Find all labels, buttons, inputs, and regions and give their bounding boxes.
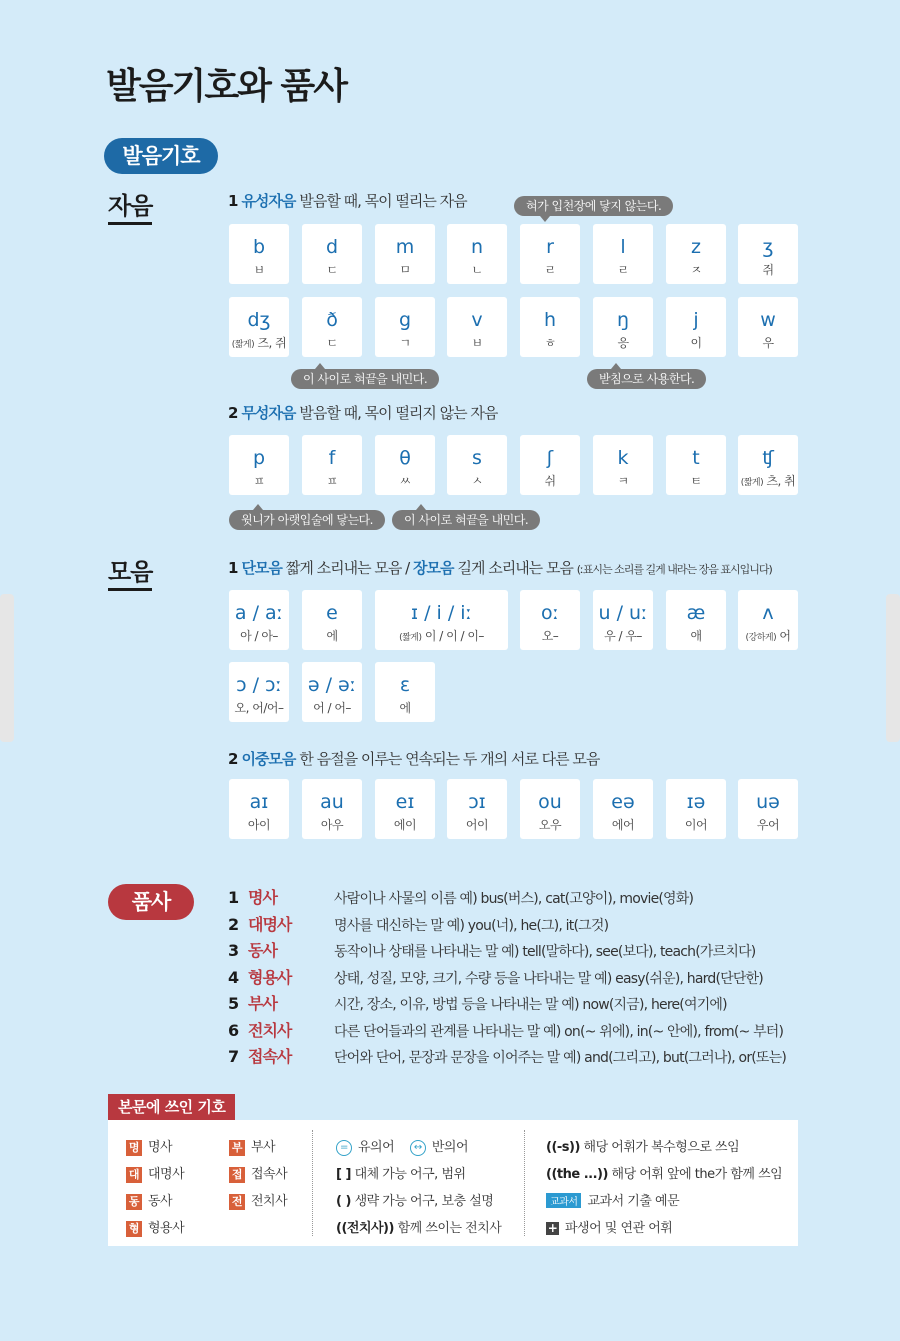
symbol-card	[520, 435, 580, 495]
symbol-card	[447, 224, 507, 284]
korean-sound	[229, 816, 289, 833]
phonetic-symbol: g	[398, 309, 412, 331]
symbol-card	[447, 779, 507, 839]
pos-badge: 대	[126, 1167, 142, 1183]
korean-sound	[593, 627, 653, 644]
korean-sound	[375, 261, 435, 278]
pos-name: 부사	[248, 994, 277, 1013]
korean-sound	[302, 334, 362, 351]
korean-sound	[229, 334, 289, 351]
voiceless-num: 2	[228, 404, 238, 422]
phonetic-symbol: ɪə	[686, 791, 706, 813]
korean-sound	[738, 472, 798, 489]
phonetic-symbol: a / aː	[234, 602, 284, 624]
symbol-card	[593, 297, 653, 357]
symbol-card	[666, 435, 726, 495]
phonetic-symbol: ð	[326, 309, 338, 331]
pos-name: 접속사	[248, 1047, 292, 1066]
symbol-card	[302, 662, 362, 722]
symbol-card	[375, 435, 435, 495]
korean-sound	[738, 261, 798, 278]
pos-item	[228, 991, 727, 1017]
pos-badge-label: 전치사	[251, 1194, 288, 1209]
pos-number: 3	[228, 941, 240, 960]
long-note: (ː표시는 소리를 길게 내라는 장음 표시입니다)	[576, 563, 772, 576]
symbol-card	[229, 435, 289, 495]
double-vowel-heading	[228, 748, 599, 769]
pos-pill: 품사	[108, 884, 194, 920]
korean-sound	[302, 627, 362, 644]
korean-sound-text: 에	[326, 629, 338, 643]
phonetic-symbol: ʧ	[762, 447, 774, 469]
pos-number: 5	[228, 994, 240, 1013]
phonetic-symbol: θ	[399, 447, 411, 469]
symbol-card	[375, 224, 435, 284]
consonant-heading: 자음	[108, 186, 152, 225]
korean-sound-text: 아우	[320, 818, 344, 832]
korean-sound	[520, 334, 580, 351]
synonym-label: 유의어	[358, 1140, 395, 1155]
phonetic-symbol: n	[470, 236, 484, 258]
korean-sound	[302, 699, 362, 716]
korean-sound	[229, 261, 289, 278]
korean-sound-text: ㄹ	[544, 263, 556, 277]
pos-item	[228, 965, 763, 991]
korean-sound-text: 이 / 이 / 이–	[424, 629, 484, 643]
symbol-card	[520, 224, 580, 284]
korean-sound	[666, 472, 726, 489]
textbook-label: 교과서 기출 예문	[587, 1194, 680, 1209]
voiced-keyword: 유성자음	[241, 192, 296, 210]
legend-derivative	[546, 1217, 672, 1236]
korean-sound	[520, 261, 580, 278]
korean-sound-text: ㄱ	[399, 336, 411, 350]
pos-badge-label: 부사	[251, 1140, 276, 1155]
phonetic-symbol: h	[543, 309, 557, 331]
pos-name: 전치사	[248, 1020, 292, 1040]
symbol-card	[302, 590, 362, 650]
symbol-card	[593, 779, 653, 839]
legend-prep	[336, 1217, 501, 1236]
korean-sound	[229, 699, 289, 716]
long-desc: 길게 소리내는 모음	[457, 559, 573, 577]
korean-sound	[593, 816, 653, 833]
korean-sound	[302, 472, 362, 489]
pos-description: 동작이나 상태를 나타내는 말 예) tell(말하다), see(보다), teach(가르치다)	[334, 944, 756, 960]
symbol-card	[302, 779, 362, 839]
korean-sound-text: ㄴ	[471, 263, 483, 277]
pos-name: 명사	[248, 888, 277, 907]
symbol-card	[738, 590, 798, 650]
legend-pos-item	[126, 1163, 184, 1183]
korean-sound	[447, 816, 507, 833]
korean-sound	[520, 472, 580, 489]
pos-badge-label: 접속사	[251, 1167, 288, 1182]
korean-sound	[738, 627, 798, 644]
bracket-label: 대체 가능 어구, 범위	[354, 1167, 466, 1182]
korean-sound	[447, 472, 507, 489]
korean-sound	[375, 334, 435, 351]
korean-sound	[666, 627, 726, 644]
tip-ng: 받침으로 사용한다.	[587, 369, 706, 389]
symbol-card	[375, 662, 435, 722]
page-title: 발음기호와 품사	[106, 66, 346, 107]
single-keyword: 단모음	[241, 559, 282, 577]
pronunciation-pill: 발음기호	[104, 138, 218, 174]
pos-badge-label: 형용사	[148, 1221, 185, 1236]
phonetic-symbol: æ	[686, 602, 706, 624]
phonetic-symbol: v	[471, 309, 483, 331]
korean-sound	[375, 472, 435, 489]
legend-pos-item	[126, 1136, 172, 1156]
vowel-heading: 모음	[108, 552, 152, 591]
korean-sound-text: ㅅ	[471, 474, 483, 488]
korean-sound	[375, 699, 435, 716]
korean-sound-text: 어	[779, 629, 791, 643]
phonetic-symbol: l	[620, 236, 626, 258]
korean-sound	[738, 334, 798, 351]
pos-description: 시간, 장소, 이유, 방법 등을 나타내는 말 예) now(지금), here(여기에)	[334, 997, 727, 1013]
voiced-heading	[228, 190, 467, 211]
phonetic-symbol: u / uː	[598, 602, 648, 624]
phonetic-symbol: ɔɪ	[468, 791, 486, 813]
symbol-card	[229, 779, 289, 839]
phonetic-symbol: z	[691, 236, 701, 258]
phonetic-symbol: r	[546, 236, 554, 258]
korean-sound-text: ㄷ	[326, 336, 338, 350]
phonetic-symbol: d	[325, 236, 339, 258]
legend-paren	[336, 1190, 493, 1209]
phonetic-symbol: e	[326, 602, 338, 624]
pos-number: 6	[228, 1020, 240, 1040]
korean-sound-text: 우 / 우–	[604, 629, 642, 643]
symbol-card	[666, 590, 726, 650]
pos-item	[228, 1044, 786, 1070]
single-vowel-heading	[228, 557, 772, 578]
korean-sound	[447, 261, 507, 278]
pos-badge: 동	[126, 1194, 142, 1210]
korean-sound	[666, 816, 726, 833]
antonym-icon: ↔	[410, 1140, 426, 1156]
textbook-badge: 교과서	[546, 1193, 581, 1208]
symbol-card	[375, 297, 435, 357]
korean-sound	[738, 816, 798, 833]
single-desc: 짧게 소리내는 모음 /	[285, 559, 410, 577]
symbol-card	[666, 779, 726, 839]
symbol-card	[375, 590, 508, 650]
symbol-card	[302, 297, 362, 357]
legend-plural	[546, 1136, 739, 1155]
the-label: 해당 어휘 앞에 the가 함께 쓰임	[611, 1167, 783, 1182]
korean-sound-text: 츠, 취	[766, 474, 796, 488]
korean-sound-text: ㅍ	[326, 474, 338, 488]
phonetic-symbol: k	[617, 447, 629, 469]
phonetic-symbol: dʒ	[247, 309, 271, 331]
korean-sound	[229, 627, 289, 644]
paren-symbol: ( )	[336, 1194, 351, 1209]
prep-symbol: ((전치사))	[336, 1221, 394, 1236]
korean-sound-text: 에어	[611, 818, 635, 832]
legend-pos-item	[126, 1190, 172, 1210]
korean-sound-text: ㅋ	[617, 474, 629, 488]
tip-th-voiced: 이 사이로 혀끝을 내민다.	[291, 369, 439, 389]
korean-sound-text: ㅁ	[399, 263, 411, 277]
phonetic-symbol: eə	[611, 791, 635, 813]
legend-pos-item	[229, 1190, 287, 1210]
korean-sound-text: ㅆ	[399, 474, 411, 488]
phonetic-symbol: f	[328, 447, 336, 469]
korean-sound-text: 에	[399, 701, 411, 715]
phonetic-symbol: oː	[540, 602, 560, 624]
legend-the	[546, 1163, 782, 1182]
double-keyword: 이중모음	[241, 750, 296, 768]
korean-sound	[302, 261, 362, 278]
pos-number: 4	[228, 967, 240, 987]
phonetic-symbol: s	[472, 447, 482, 469]
double-num: 2	[228, 750, 238, 768]
tip-r: 혀가 입천장에 닿지 않는다.	[514, 196, 673, 216]
phonetic-symbol: ɛ	[399, 674, 411, 696]
pos-description: 사람이나 사물의 이름 예) bus(버스), cat(고양이), movie(영화)	[334, 891, 694, 907]
phonetic-symbol: w	[760, 309, 776, 331]
pos-number: 1	[228, 888, 240, 907]
symbol-card	[738, 224, 798, 284]
pos-name: 형용사	[248, 967, 292, 987]
symbol-card	[738, 297, 798, 357]
symbol-card	[229, 590, 289, 650]
voiceless-desc: 발음할 때, 목이 떨리지 않는 자음	[299, 404, 498, 422]
phonetic-symbol: t	[692, 447, 700, 469]
pos-badge: 부	[229, 1140, 245, 1156]
pos-description: 단어와 단어, 문장과 문장을 이어주는 말 예) and(그리고), but(그러나), or(또는)	[334, 1050, 787, 1066]
korean-sound-text: 우어	[756, 818, 780, 832]
bracket-symbol: [ ]	[336, 1167, 351, 1182]
legend-bracket	[336, 1163, 466, 1182]
symbol-card	[302, 435, 362, 495]
pos-badge: 형	[126, 1221, 142, 1237]
symbol-card	[666, 297, 726, 357]
symbol-card	[375, 779, 435, 839]
pos-item	[228, 912, 608, 938]
plural-symbol: ((-s))	[546, 1140, 580, 1155]
prep-label: 함께 쓰이는 전치사	[397, 1221, 502, 1236]
paren-label: 생략 가능 어구, 보충 설명	[354, 1194, 494, 1209]
korean-sound-text: 이	[690, 336, 702, 350]
pos-description: 상태, 성질, 모양, 크기, 수량 등을 나타내는 말 예) easy(쉬운), hard(단단한)	[334, 970, 763, 987]
pos-description: 명사를 대신하는 말 예) you(너), he(그), it(그것)	[334, 917, 609, 934]
synonym-icon: =	[336, 1140, 352, 1156]
korean-sound-text: 이어	[684, 818, 708, 832]
phonetic-symbol: ʃ	[546, 447, 554, 469]
plus-icon: +	[547, 1221, 558, 1235]
pos-badge-label: 명사	[148, 1140, 173, 1155]
phonetic-symbol: aɪ	[249, 791, 269, 813]
pos-item	[228, 1018, 783, 1044]
voiceless-keyword: 무성자음	[241, 404, 296, 422]
korean-sound-text: 에이	[393, 818, 417, 832]
pos-badge: 전	[229, 1194, 245, 1210]
korean-sound-text: 오, 어/어–	[234, 701, 284, 715]
korean-sound-text: ㄹ	[617, 263, 629, 277]
korean-sound	[593, 261, 653, 278]
legend-tab: 본문에 쓰인 기호	[108, 1094, 235, 1120]
phonetic-symbol: eɪ	[395, 791, 415, 813]
korean-sound	[593, 334, 653, 351]
legend-divider	[312, 1130, 313, 1236]
korean-sound-text: 어 / 어–	[313, 701, 351, 715]
plural-label: 해당 어휘가 복수형으로 쓰임	[583, 1140, 740, 1155]
symbol-card	[593, 224, 653, 284]
legend-textbook	[546, 1190, 679, 1209]
voiceless-heading	[228, 402, 497, 423]
derivative-label: 파생어 및 연관 어휘	[565, 1221, 673, 1236]
korean-sound	[229, 472, 289, 489]
pos-item	[228, 938, 755, 964]
pos-badge: 명	[126, 1140, 142, 1156]
phonetic-symbol: p	[252, 447, 266, 469]
legend-pos-item	[126, 1217, 184, 1237]
pos-badge-label: 대명사	[148, 1167, 185, 1182]
korean-sound-text: ㄷ	[326, 263, 338, 277]
korean-sound-text: 응	[617, 336, 629, 350]
sound-note: (강하게)	[745, 633, 777, 643]
pos-name: 대명사	[248, 914, 292, 934]
phonetic-symbol: au	[320, 791, 344, 813]
korean-sound-text: 어이	[465, 818, 489, 832]
symbol-card	[302, 224, 362, 284]
phonetic-symbol: ou	[538, 791, 562, 813]
symbol-card	[520, 297, 580, 357]
symbol-card	[447, 435, 507, 495]
korean-sound	[447, 334, 507, 351]
single-num: 1	[228, 559, 238, 577]
symbol-card	[666, 224, 726, 284]
pos-item	[228, 885, 693, 911]
korean-sound	[666, 261, 726, 278]
phonetic-symbol: ʌ	[762, 602, 774, 624]
side-tab-left	[0, 594, 14, 742]
pos-number: 7	[228, 1047, 240, 1066]
voiced-desc: 발음할 때, 목이 떨리는 자음	[299, 192, 467, 210]
symbol-card	[520, 590, 580, 650]
korean-sound-text: ㅂ	[471, 336, 483, 350]
phonetic-symbol: m	[395, 236, 415, 258]
symbol-card	[593, 590, 653, 650]
phonetic-symbol: ɪ / i / iː	[411, 602, 472, 624]
phonetic-symbol: ŋ	[616, 309, 630, 331]
side-tab-right	[886, 594, 900, 742]
voiced-num: 1	[228, 192, 238, 210]
symbol-card	[520, 779, 580, 839]
pos-badge-label: 동사	[148, 1194, 173, 1209]
korean-sound-text: 오우	[538, 818, 562, 832]
korean-sound	[666, 334, 726, 351]
legend-pos-item	[229, 1163, 287, 1183]
symbol-card	[447, 297, 507, 357]
phonetic-symbol: ɔ / ɔː	[236, 674, 282, 696]
korean-sound	[375, 816, 435, 833]
sound-note: (짧게)	[231, 340, 255, 350]
korean-sound-text: ㅂ	[253, 263, 265, 277]
pos-description: 다른 단어들과의 관계를 나타내는 말 예) on(~ 위에), in(~ 안에), from(~ 부터)	[334, 1023, 784, 1040]
tip-th-voiceless: 이 사이로 혀끝을 내민다.	[392, 510, 540, 530]
symbol-card	[738, 779, 798, 839]
phonetic-symbol: b	[252, 236, 266, 258]
korean-sound-text: ㅎ	[544, 336, 556, 350]
symbol-card	[229, 224, 289, 284]
antonym-label: 반의어	[431, 1140, 469, 1155]
korean-sound	[520, 627, 580, 644]
pos-name: 동사	[248, 941, 277, 960]
korean-sound-text: 아 / 아–	[240, 629, 278, 643]
symbol-card	[229, 297, 289, 357]
symbol-card	[738, 435, 798, 495]
the-symbol: ((the ...))	[546, 1167, 608, 1182]
symbol-card	[593, 435, 653, 495]
phonetic-symbol: ʒ	[762, 236, 774, 258]
symbol-card	[229, 662, 289, 722]
phonetic-symbol: j	[693, 309, 699, 331]
korean-sound-text: 아이	[247, 818, 271, 832]
legend-synonym	[336, 1136, 468, 1156]
korean-sound-text: 오–	[541, 629, 559, 643]
legend-pos-item	[229, 1136, 275, 1156]
korean-sound-text: 우	[762, 336, 774, 350]
phonetic-symbol: ə / əː	[307, 674, 357, 696]
korean-sound-text: ㅍ	[253, 474, 265, 488]
pos-number: 2	[228, 914, 240, 934]
sound-note: (짧게)	[399, 633, 422, 643]
korean-sound	[520, 816, 580, 833]
korean-sound-text: 쥐	[762, 263, 774, 277]
korean-sound-text: 애	[690, 629, 702, 643]
korean-sound	[593, 472, 653, 489]
korean-sound	[375, 627, 508, 644]
phonetic-symbol: uə	[756, 791, 780, 813]
korean-sound-text: ㅌ	[690, 474, 702, 488]
long-keyword: 장모음	[412, 559, 454, 577]
korean-sound-text: ㅈ	[690, 263, 702, 277]
korean-sound-text: 즈, 쥐	[257, 336, 287, 350]
tip-f: 윗니가 아랫입술에 닿는다.	[229, 510, 385, 530]
korean-sound	[302, 816, 362, 833]
sound-note: (짧게)	[740, 478, 764, 488]
pos-badge: 접	[229, 1167, 245, 1183]
double-desc: 한 음절을 이루는 연속되는 두 개의 서로 다른 모음	[299, 750, 600, 768]
korean-sound-text: 쉬	[544, 474, 556, 488]
legend-divider	[524, 1130, 525, 1236]
